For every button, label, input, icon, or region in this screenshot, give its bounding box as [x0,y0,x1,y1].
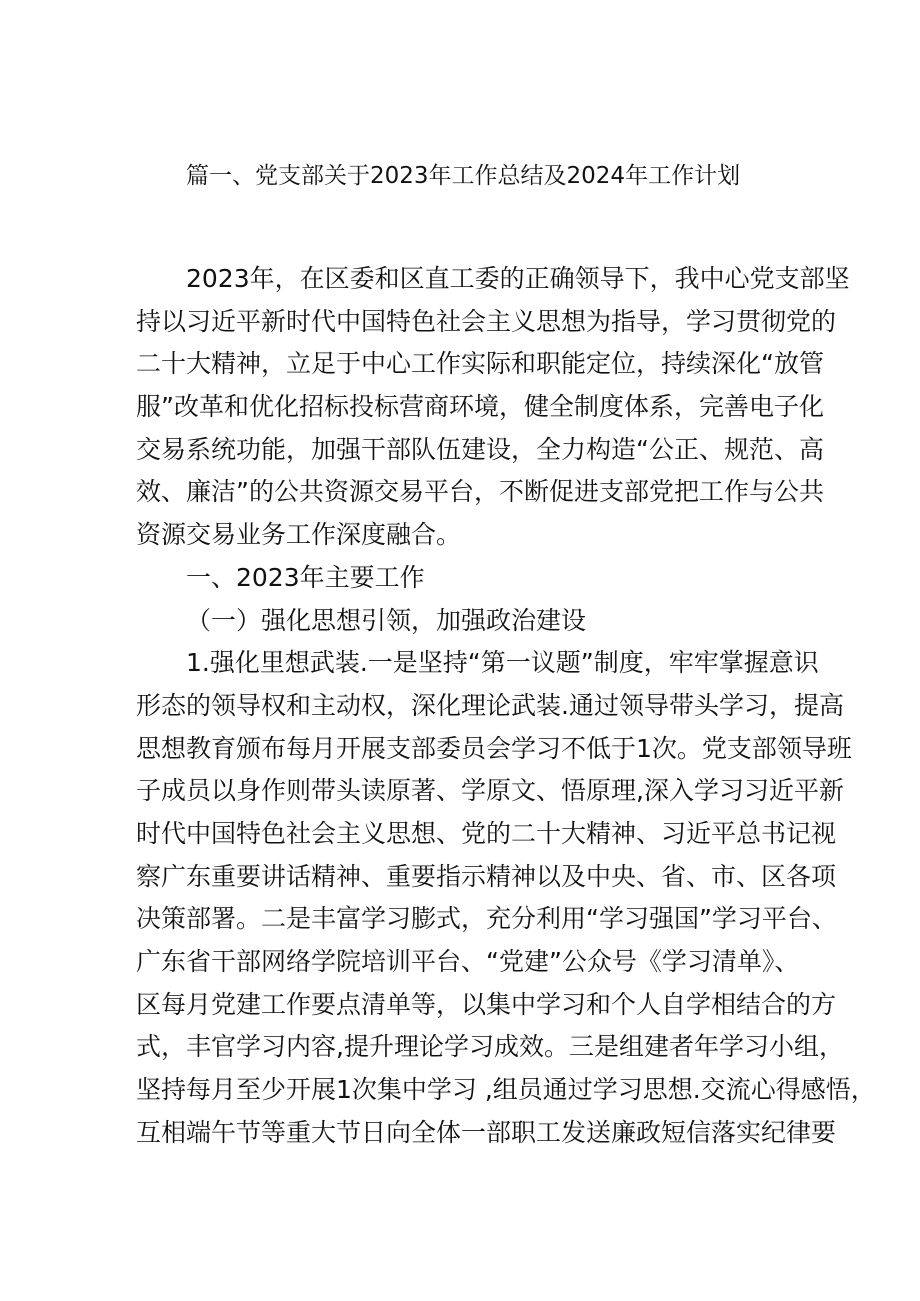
item-line: 1.强化里想武装.一是坚持“第一议题”制度，牢牢掌握意识 [186,648,819,678]
document-body [136,258,876,1154]
item-line: 决策部署。二是丰富学习膨式，充分利用“学习强国”学习平台、 [136,904,837,934]
item-line: 区每月党建工作要点清单等，以集中学习和个人自学相结合的方 [136,989,837,1019]
document-title: 篇一、党支部关于2023年工作总结及2024年工作计划 [186,163,741,189]
section-heading: 一、2023年主要工作 [186,562,425,592]
intro-line: 资源交易业务工作深度融合。 [136,520,462,550]
item-line: 式，丰官学习内容,提升理论学习成效。三是组建者年学习小组， [136,1032,844,1062]
intro-line: 效、廉洁”的公共资源交易平台，不断促进支部党把工作与公共 [136,477,824,507]
item-line: 坚持每月至少开展1次集中学习 ,组员通过学习思想.交流心得感悟， [136,1075,876,1105]
item-line: 互相端午节等重大节日向全体一部职工发送廉政短信落实纪律要 [136,1117,837,1147]
intro-line: 交易系统功能，加强干部队伍建设，全力构造“公正、规范、高 [136,434,824,464]
intro-line: 持以习近平新时代中国特色社会主义思想为指导，学习贯彻党的 [136,306,837,336]
item-line: 思想教育颁布每月开展支部委员会学习不低于1次。党支部领导班 [136,733,852,763]
item-line: 广东省干部网络学院培训平台、“党建”公众号《学习清单》、 [136,947,800,976]
item-line: 形态的领导权和主动权，深化理论武装.通过领导带头学习，提高 [136,690,844,720]
intro-line: 2023年，在区委和区直工委的正确领导下，我中心党支部坚 [186,264,850,293]
item-line: 察广东重要讲话精神、重要指示精神以及中央、省、市、区各项 [136,861,837,891]
item-line: 时代中国特色社会主义思想、党的二十大精神、习近平总书记视 [136,818,837,848]
intro-line: 二十大精神，立足于中心工作实际和职能定位，持续深化“放管 [136,349,824,379]
item-line: 子成员以身作则带头读原著、学原文、悟原理,深入学习习近平新 [136,776,844,806]
subsection-heading: （一）强化思想引领，加强政治建设 [186,605,587,635]
intro-line: 服”改革和优化招标投标营商环境，健全制度体系，完善电子化 [136,392,824,422]
